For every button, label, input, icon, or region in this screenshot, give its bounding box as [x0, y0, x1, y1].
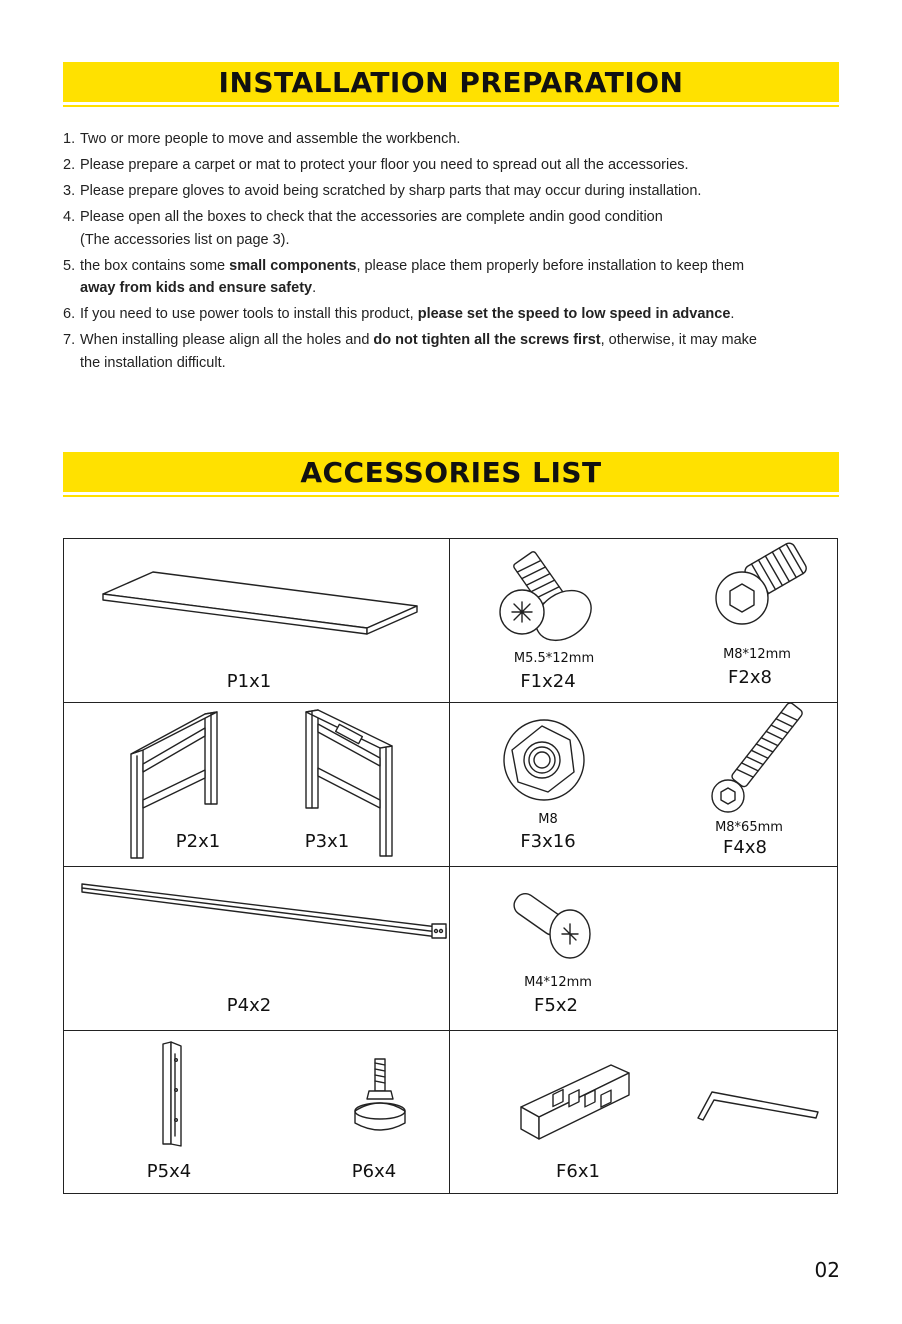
long-hex-bolt-icon — [706, 704, 806, 814]
preparation-step — [63, 303, 833, 326]
spec-label-f3: M8 — [538, 812, 558, 827]
preparation-step — [63, 128, 833, 151]
step-emphasis: away from kids and ensure safety — [80, 280, 313, 296]
phillips-screw-icon — [490, 548, 620, 648]
part-label-p1: P1x1 — [226, 671, 272, 692]
step-text: If you need to use power tools to install this product, — [80, 306, 418, 322]
preparation-steps-list — [63, 128, 833, 378]
preparation-step — [63, 255, 833, 300]
step-number: 3. — [63, 183, 76, 199]
long-rail-icon — [70, 878, 450, 948]
preparation-step — [63, 329, 833, 374]
spec-label-f1: M5.5*12mm — [513, 651, 595, 666]
leveling-foot-icon — [345, 1055, 415, 1140]
part-label-f5: F5x2 — [534, 995, 578, 1016]
step-emphasis: small components — [229, 257, 357, 274]
tabletop-panel-icon — [95, 560, 425, 640]
step-number: 4. — [63, 209, 76, 225]
step-number: 5. — [63, 257, 76, 274]
step-text: Please prepare gloves to avoid being scratched by sharp parts that may occur during installation. — [80, 183, 702, 199]
part-label-p5: P5x4 — [146, 1161, 192, 1182]
step-text: the installation difficult. — [80, 354, 226, 371]
step-text: Two or more people to move and assemble the workbench. — [80, 131, 461, 147]
preparation-step — [63, 206, 833, 251]
step-text: . — [312, 280, 317, 296]
step-text: , please place them properly before installation to keep them — [356, 257, 745, 274]
step-number: 1. — [63, 131, 76, 147]
preparation-title: INSTALLATION PREPARATION — [218, 65, 684, 99]
installation-preparation-banner — [63, 62, 839, 102]
table-divider — [63, 702, 838, 703]
preparation-step — [63, 154, 833, 177]
step-number: 6. — [63, 306, 76, 322]
page-number: 02 — [814, 1258, 840, 1282]
table-divider — [63, 1030, 838, 1031]
step-text: , otherwise, it may make — [600, 332, 757, 348]
preparation-step — [63, 180, 833, 203]
step-text: Please prepare a carpet or mat to protect your floor you need to spread out all the accessories. — [80, 157, 689, 173]
hex-socket-bolt-icon — [710, 548, 820, 638]
step-text: (The accessories list on page 3). — [80, 231, 290, 248]
step-text: . — [730, 306, 735, 322]
flange-nut-icon — [492, 712, 592, 807]
spec-label-f5: M4*12mm — [524, 975, 592, 990]
part-label-f3: F3x16 — [520, 831, 576, 852]
step-text: Please open all the boxes to check that the accessories are complete andin good condition — [80, 209, 663, 225]
part-label-p6: P6x4 — [351, 1161, 397, 1182]
step-emphasis: do not tighten all the screws first — [373, 332, 601, 348]
part-label-f6: F6x1 — [556, 1161, 600, 1182]
vertical-bracket-icon — [155, 1040, 195, 1150]
spec-label-f2: M8*12mm — [723, 647, 791, 662]
table-divider — [63, 866, 838, 867]
step-number: 2. — [63, 157, 76, 173]
spec-label-f4: M8*65mm — [715, 820, 783, 835]
step-text: When installing please align all the holes and — [80, 332, 374, 348]
accessories-list-banner — [63, 452, 839, 492]
part-label-p4: P4x2 — [226, 995, 272, 1016]
step-number: 7. — [63, 332, 76, 348]
part-label-f2: F2x8 — [728, 667, 772, 688]
part-label-p2: P2x1 — [175, 831, 221, 852]
banner-underline — [63, 495, 839, 497]
part-label-f1: F1x24 — [520, 671, 576, 692]
part-label-f4: F4x8 — [723, 837, 767, 858]
banner-underline — [63, 105, 839, 107]
accessories-title: ACCESSORIES LIST — [300, 455, 602, 489]
hex-key-icon — [690, 1082, 825, 1127]
step-text: the box contains some — [80, 257, 230, 274]
phillips-screw-short-icon — [500, 884, 600, 964]
part-label-p3: P3x1 — [304, 831, 350, 852]
power-strip-icon — [515, 1055, 635, 1145]
step-emphasis: please set the speed to low speed in advance — [417, 306, 731, 322]
